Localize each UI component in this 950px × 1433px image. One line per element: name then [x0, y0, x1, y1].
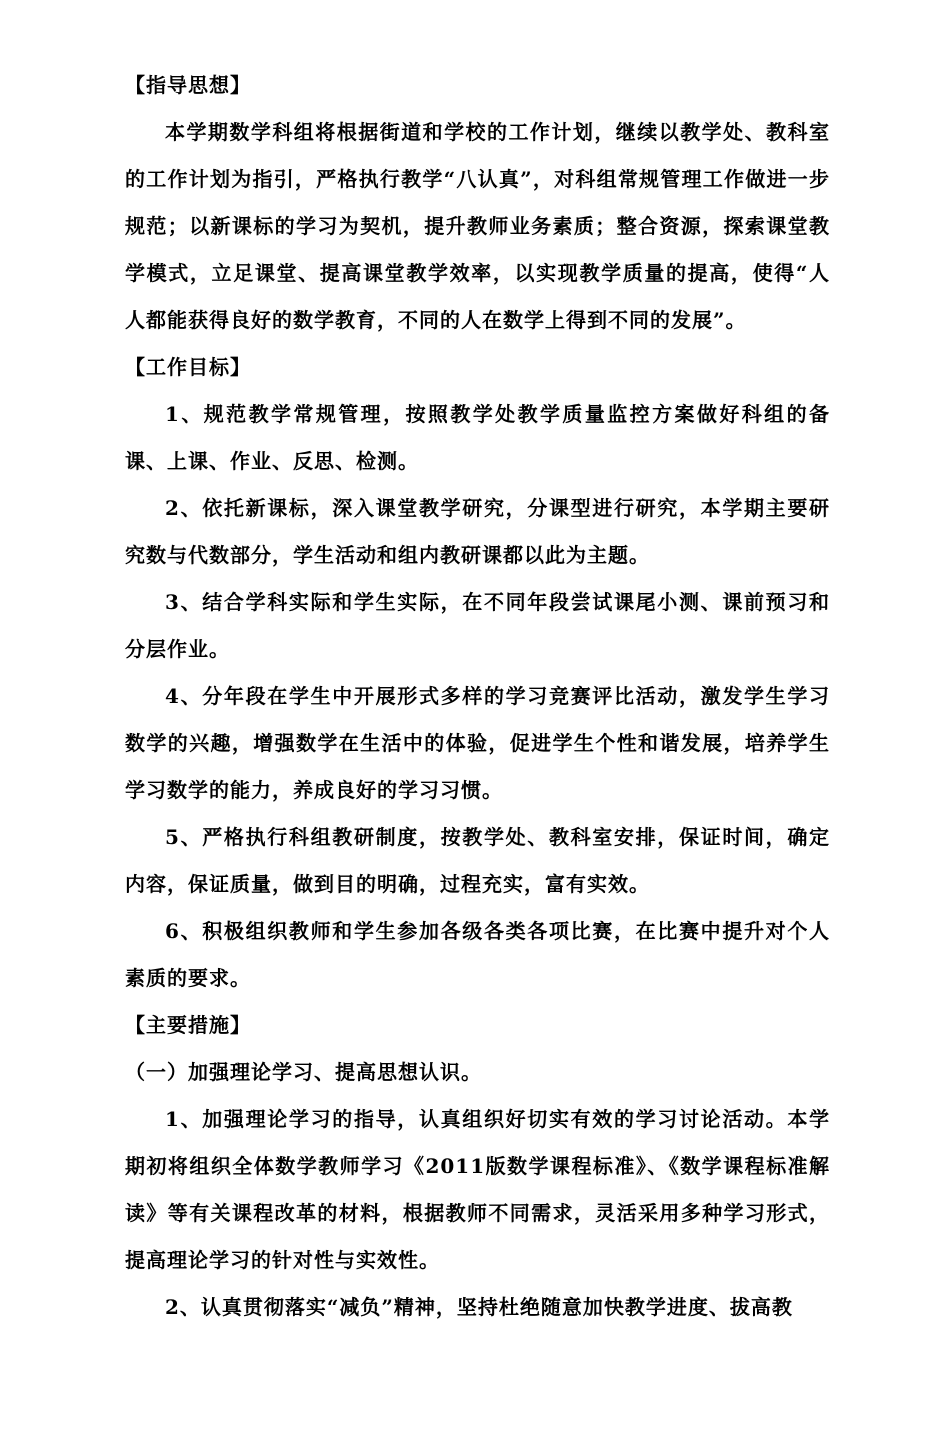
goal-item-2: 2、依托新课标，深入课堂教学研究，分课型进行研究，本学期主要研究数与代数部分，学生活动和组内教研课都以此为主题。	[125, 496, 830, 567]
heading-goals: 【工作目标】	[125, 355, 251, 379]
heading-measures: 【主要措施】	[125, 1013, 251, 1037]
goal-item-6: 6、积极组织教师和学生参加各级各类各项比赛，在比赛中提升对个人素质的要求。	[125, 919, 830, 990]
guiding-paragraph: 本学期数学科组将根据街道和学校的工作计划，继续以教学处、教科室的工作计划为指引，严格执行教学“八认真”，对科组常规管理工作做进一步规范；以新课标的学习为契机，提升教师业务素质；整合资源，探索课堂教学模式，立足课堂、提高课堂教学效率，以实现教学质量的提高，使得“人人都能获得良好的数学教育，不同的人在数学上得到不同的发展”。	[125, 120, 830, 332]
measures-subheading-1: （一）加强理论学习、提高思想认识。	[125, 1060, 482, 1084]
heading-guiding: 【指导思想】	[125, 73, 251, 97]
measure-item-2: 2、认真贯彻落实“减负”精神，坚持杜绝随意加快教学进度、拔高教	[165, 1295, 793, 1319]
goal-item-5: 5、严格执行科组教研制度，按教学处、教科室安排，保证时间，确定内容，保证质量，做到目的明确，过程充实，富有实效。	[125, 825, 830, 896]
measure-item-1: 1、加强理论学习的指导，认真组织好切实有效的学习讨论活动。本学期初将组织全体数学教师学习《2011版数学课程标准》、《数学课程标准解读》等有关课程改革的材料，根据教师不同需求，灵活采用多种学习形式，提高理论学习的针对性与实效性。	[125, 1107, 830, 1272]
goal-item-1: 1、规范教学常规管理，按照教学处教学质量监控方案做好科组的备课、上课、作业、反思、检测。	[125, 402, 830, 473]
document-page	[125, 62, 830, 1331]
goal-item-3: 3、结合学科实际和学生实际，在不同年段尝试课尾小测、课前预习和分层作业。	[125, 590, 830, 661]
goal-item-4: 4、分年段在学生中开展形式多样的学习竞赛评比活动，激发学生学习数学的兴趣，增强数学在生活中的体验，促进学生个性和谐发展，培养学生学习数学的能力，养成良好的学习习惯。	[125, 684, 830, 802]
